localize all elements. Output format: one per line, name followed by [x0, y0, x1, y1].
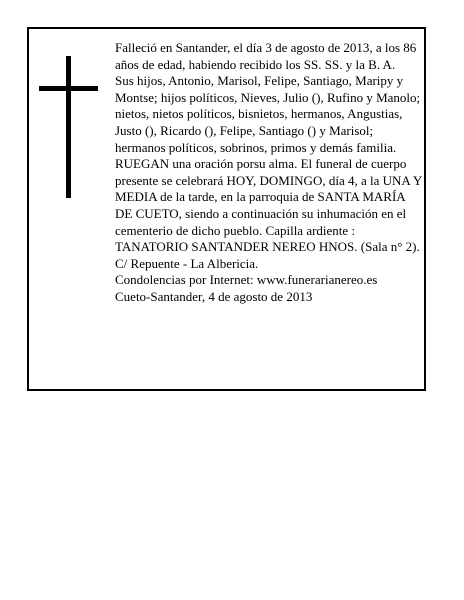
family-list: Sus hijos, Antonio, Marisol, Felipe, Santiago, Maripy y Montse; hijos políticos, Nieves, Julio (), Rufino y Manolo; nietos, nietos políticos, bisnietos, hermanos, Angustias, Justo (), Ricardo (), Felipe, Santiago () y Marisol; hermanos políticos, sobrinos, primos y demás familia. [115, 73, 421, 155]
death-announcement: Falleció en Santander, el día 3 de agosto de 2013, a los 86 años de edad, habiendo recibido los SS. SS. y la B. A. [115, 40, 417, 72]
online-condolences: Condolencias por Internet: www.funerarianereo.es [115, 272, 378, 288]
obituary-notice [27, 27, 426, 391]
cross-vertical-bar [66, 56, 71, 198]
cross-horizontal-bar [39, 86, 98, 91]
place-and-date: Cueto-Santander, 4 de agosto de 2013 [115, 288, 313, 304]
obituary-text [115, 40, 423, 306]
funeral-details: RUEGAN una oración porsu alma. El funeral de cuerpo presente se celebrará HOY, DOMINGO, día 4, a la UNA Y MEDIA de la tarde, en la parroquia de SANTA MARÍA DE CUETO, siendo a continuación su inhumación en el cementerio de dicho pueblo. Capilla ardiente : TANATORIO SANTANDER NEREO HNOS. (Sala n° 2). C/ Repuente - La Albericia. [115, 156, 422, 271]
